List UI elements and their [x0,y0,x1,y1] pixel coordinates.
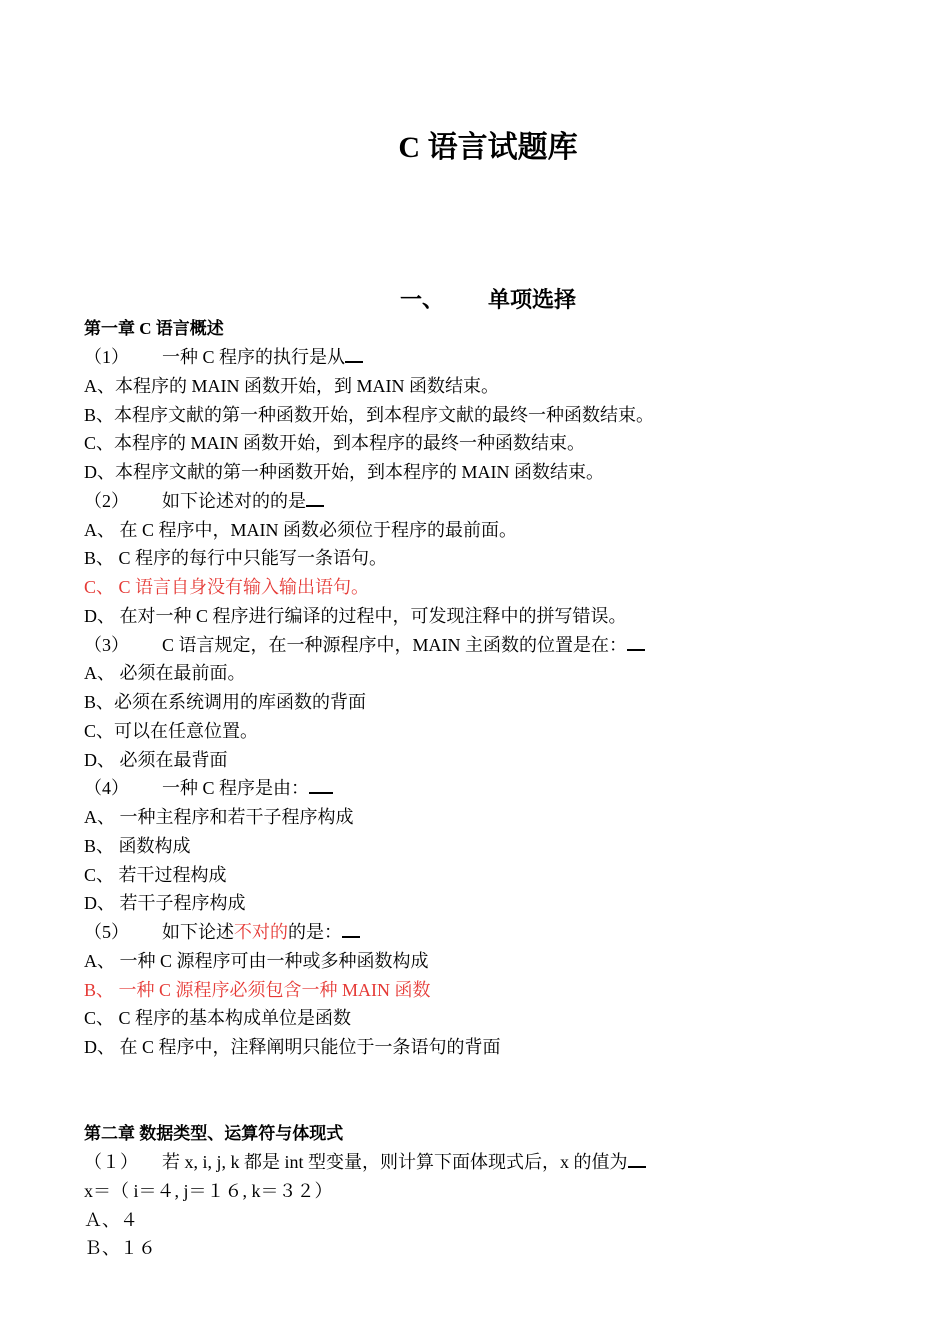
option-b-correct-answer: B、 一种 C 源程序必须包含一种 MAIN 函数 [84,980,431,1000]
document-title: C 语言试题库 [398,131,578,164]
option-d: D、 若干子程序构成 [84,893,246,913]
question-number: （3） [84,635,129,655]
section-number: 一、 [399,287,444,312]
option-c-correct-answer: C、 C 语言自身没有输入输出语句。 [84,577,370,597]
question-number: （4） [84,778,129,798]
question-text: 如下论述 [162,922,234,942]
question-4 [84,775,333,801]
option-b: B、 C 程序的每行中只能写一条语句。 [84,548,388,568]
question-text-end: 的是： [288,922,342,942]
option-d: D、本程序文献的第一种函数开始，到本程序的 MAIN 函数结束。 [84,462,604,482]
option-b: Ｂ、１６ [84,1238,156,1258]
option-c: C、 C 程序的基本构成单位是函数 [84,1008,352,1028]
option-a: A、 一种主程序和若干子程序构成 [84,807,354,827]
question-text-emphasis: 不对的 [234,922,288,942]
question-text: 如下论述对的的是 [162,491,306,511]
question-number: （5） [84,922,129,942]
question-3 [84,632,645,658]
section-label: 单项选择 [488,287,577,312]
section-heading [0,284,950,316]
option-a: A、 在 C 程序中，MAIN 函数必须位于程序的最前面。 [84,520,517,540]
answer-blank [628,1152,646,1168]
answer-blank [627,635,645,651]
option-b: B、必须在系统调用的库函数的背面 [84,692,367,712]
option-a: A、 必须在最前面。 [84,663,246,683]
question-2 [84,488,324,514]
option-a: A、本程序的 MAIN 函数开始，到 MAIN 函数结束。 [84,376,499,396]
question-5 [84,919,360,945]
answer-blank [345,347,363,363]
option-c: C、可以在任意位置。 [84,721,259,741]
question-number: （1） [84,347,129,367]
question-1 [84,344,363,370]
option-c: C、本程序的 MAIN 函数开始，到本程序的最终一种函数结束。 [84,433,586,453]
option-a: A、 一种 C 源程序可由一种或多种函数构成 [84,951,429,971]
question-text: 若 x, i, j, k 都是 int 型变量，则计算下面体现式后，x 的值为 [162,1152,628,1172]
option-c: C、 若干过程构成 [84,865,227,885]
question-number: （１） [84,1152,138,1172]
option-b: B、 函数构成 [84,836,191,856]
question-2-1 [84,1149,646,1175]
chapter-2-heading: 第二章 数据类型、运算符与体现式 [84,1124,344,1143]
option-b: B、本程序文献的第一种函数开始，到本程序文献的最终一种函数结束。 [84,405,655,425]
answer-blank [306,491,324,507]
question-text: 一种 C 程序是由： [162,778,310,798]
answer-blank [342,922,360,938]
option-d: D、 必须在最背面 [84,750,228,770]
option-a: Ａ、４ [84,1210,138,1230]
question-text: 一种 C 程序的执行是从 [162,347,346,367]
option-d: D、 在 C 程序中，注释阐明只能位于一条语句的背面 [84,1037,501,1057]
option-d: D、 在对一种 C 程序进行编译的过程中，可发现注释中的拼写错误。 [84,606,627,626]
answer-blank [309,778,333,794]
question-text: C 语言规定，在一种源程序中，MAIN 主函数的位置是在： [162,635,628,655]
question-number: （2） [84,491,129,511]
question-expression: x＝（ i＝４, j＝１６, k＝３２） [84,1181,333,1201]
chapter-1-heading: 第一章 C 语言概述 [84,319,224,338]
